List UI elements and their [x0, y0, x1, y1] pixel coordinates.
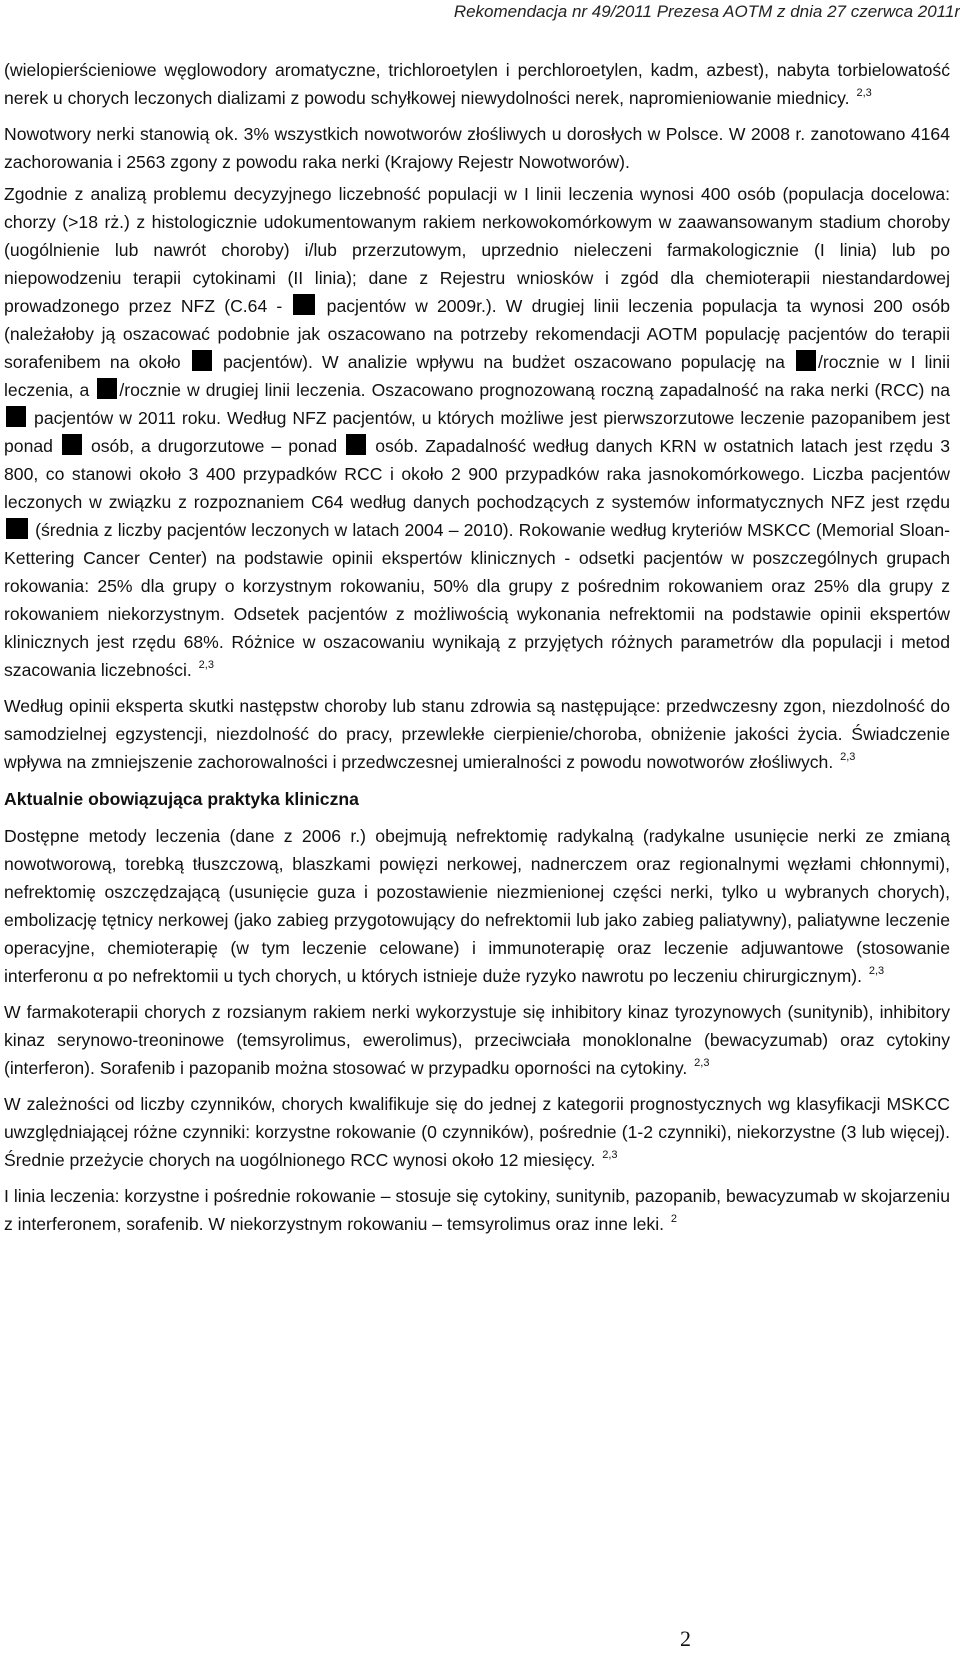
text-segment: pacjentów). W analizie wpływu na budżet oszacowano populację na	[222, 352, 785, 372]
redaction-block	[796, 350, 816, 371]
redaction-block	[62, 434, 82, 455]
text-segment: osób. Zapadalność według danych KRN w ostatnich latach jest rzędu 3 800, co stanowi około 3 400 przypadków RCC i około 2 900 przypadków raka jasnokomórkowego. Liczba pacjentów leczonych w związku z rozpoznaniem C64 według danych pochodzących z systemów informatycznych NFZ jest rzędu	[4, 436, 951, 512]
document-body	[4, 56, 950, 1246]
reference-superscript: 2	[670, 1213, 678, 1225]
paragraph-text: (wielopierścieniowe węglowodory aromatyczne, trichloroetylen i perchloroetylen, kadm, azbest), nabyta torbielowatość nerek u chorych leczonych dializami z powodu schyłkowej niewydolności nerek, napromieniowanie miednicy.	[4, 60, 950, 108]
reference-superscript: 2,3	[868, 965, 885, 977]
paragraph-text: I linia leczenia: korzystne i pośrednie rokowanie – stosuje się cytokiny, sunitynib, pazopanib, bewacyzumab w skojarzeniu z interferonem, sorafenib. W niekorzystnym rokowaniu – temsyrolimus oraz inne leki.	[4, 1186, 950, 1234]
redaction-block	[6, 406, 26, 427]
paragraph-risk-factors	[4, 56, 950, 112]
redaction-block	[192, 350, 212, 371]
text-segment: /rocznie w drugiej linii leczenia. Oszacowano prognozowaną roczną zapadalność na raka nerki (RCC) na	[119, 380, 951, 400]
section-heading: Aktualnie obowiązująca praktyka kliniczna	[4, 789, 359, 809]
paragraph-text: Dostępne metody leczenia (dane z 2006 r.) obejmują nefrektomię radykalną (radykalne usunięcie nerki ze zmianą nowotworową, torebką tłuszczową, blaszkami powięzi nerkowej, nadnerczem oraz regionalnymi węzłami chłonnymi), nefrektomię oszczędzającą (usunięcie guza i pozostawienie niezmienionej części nerki, tylko u wybranych chorych), embolizację tętnicy nerkowej (jako zabieg przygotowujący do nefrektomii lub jako zabieg paliatywny), paliatywne leczenie operacyjne, chemioterapię (w tym leczenie celowane) i immunoterapię oraz leczenie adjuwantowe (stosowanie interferonu α po nefrektomii u tych chorych, u których istnieje duże ryzyko nawrotu po leczeniu chirurgicznym).	[4, 826, 950, 986]
paragraph-text: Według opinii eksperta skutki następstw choroby lub stanu zdrowia są następujące: przedwczesny zgon, niezdolność do samodzielnej egzystencji, niezdolność do pracy, przewlekłe cierpienie/choroba, obniżenie jakości życia. Świadczenie wpływa na zmniejszenie zachorowalności i przedwczesnej umieralności z powodu nowotworów złośliwych.	[4, 696, 950, 772]
redaction-block	[293, 294, 315, 315]
paragraph-epidemiology	[4, 120, 950, 176]
paragraph-pharmacotherapy	[4, 998, 950, 1082]
redaction-block	[346, 434, 366, 455]
reference-superscript: 2,3	[198, 659, 214, 671]
paragraph-first-line	[4, 1182, 950, 1238]
redaction-block	[97, 378, 117, 399]
text-segment: Zgodnie z analizą problemu decyzyjnego liczebność populacji w I linii leczenia wynosi 400 osób (populacja docelowa: chorzy (>18 rż.) z histologicznie udokumentowanym rakiem nerkowokomórkowym w zaawansowanym stadium choroby (uogólnienie lub nawrót choroby) i/lub przerzutowym, uprzednio nieleczeni farmakologicznie (I linia) lub po niepowodzeniu terapii cytokinami (II linia); dane z Rejestru wniosków i zgód dla chemioterapii niestandardowej prowadzonego przez NFZ (C.64 -	[4, 184, 950, 316]
paragraph-prognostic-categories	[4, 1090, 950, 1174]
paragraph-text: W zależności od liczby czynników, chorych kwalifikuje się do jednej z kategorii prognostycznych wg klasyfikacji MSKCC uwzględniającej różne czynniki: korzystne rokowanie (0 czynników), pośrednie (1-2 czynniki), niekorzystne (3 lub więcej). Średnie przeżycie chorych na uogólnionego RCC wynosi około 12 miesięcy.	[4, 1094, 950, 1170]
redaction-block	[6, 518, 28, 539]
paragraph-text: W farmakoterapii chorych z rozsianym rakiem nerki wykorzystuje się inhibitory kinaz tyrozynowych (sunitynib), inhibitory kinaz serynowo-treoninowe (temsyrolimus, ewerolimus), przeciwciała monoklonalne (bewacyzumab) oraz cytokiny (interferon). Sorafenib i pazopanib można stosować w przypadku oporności na cytokiny.	[4, 1002, 950, 1078]
reference-superscript: 2,3	[602, 1149, 618, 1161]
page-number: 2	[680, 1626, 691, 1651]
text-segment: (średnia z liczby pacjentów leczonych w latach 2004 – 2010). Rokowanie według kryteriów MSKCC (Memorial Sloan-Kettering Cancer Center) na podstawie opinii ekspertów klinicznych - odsetki pacjentów w poszczególnych grupach rokowania: 25% dla grupy o korzystnym rokowaniu, 50% dla grupy z pośrednim rokowaniem oraz 25% dla grupy z rokowaniem niekorzystnym. Odsetek pacjentów z możliwością wykonania nefrektomii na podstawie opinii ekspertów klinicznych jest rzędu 68%. Różnice w oszacowaniu wynikają z przyjętych różnych parametrów dla populacji i metod szacowania liczebności.	[4, 520, 950, 680]
paragraph-population	[4, 180, 950, 684]
paragraph-consequences	[4, 692, 950, 776]
text-segment: /rocznie w I linii leczenia, a	[4, 352, 951, 400]
text-segment: osób, a drugorzutowe – ponad	[90, 436, 338, 456]
reference-superscript: 2,3	[840, 751, 856, 763]
running-header: Rekomendacja nr 49/2011 Prezesa AOTM z dnia 27 czerwca 2011r	[453, 2, 960, 21]
text-segment: pacjentów w 2011 roku. Według NFZ pacjentów, u których możliwe jest pierwszorzutowe leczenie pazopanibem jest ponad	[4, 408, 950, 456]
paragraph-treatment-methods	[4, 822, 950, 990]
reference-superscript: 2,3	[694, 1057, 710, 1069]
paragraph-text: Nowotwory nerki stanowią ok. 3% wszystkich nowotworów złośliwych u dorosłych w Polsce. W 2008 r. zanotowano 4164 zachorowania i 2563 zgony z powodu raka nerki (Krajowy Rejestr Nowotworów).	[4, 124, 950, 172]
reference-superscript: 2,3	[856, 87, 872, 99]
text-segment: pacjentów w 2009r.). W drugiej linii leczenia populacja ta wynosi 200 osób (należałoby ją oszacować podobnie jak oszacowano na potrzeby rekomendacji AOTM populację pacjentów do terapii sorafenibem na około	[4, 296, 950, 372]
